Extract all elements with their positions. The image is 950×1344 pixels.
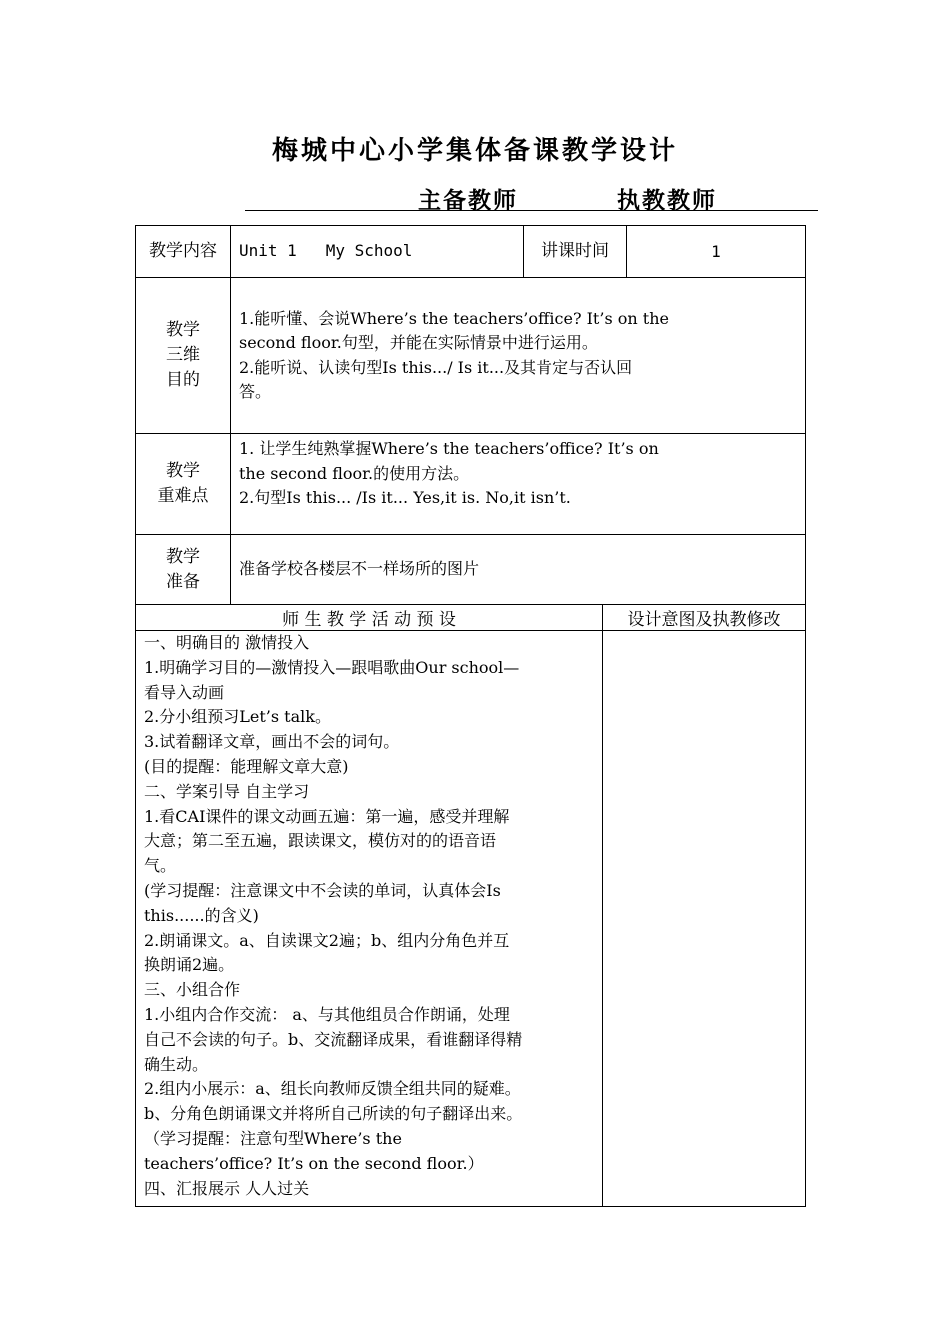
activity-line: b、分角色朗诵课文并将所自己所读的句子翻译出来。 (144, 1104, 523, 1124)
activity-line: (学习提醒：注意课文中不会读的单词，认真体会Is (144, 880, 501, 900)
activity-line: this......的含义) (144, 905, 259, 925)
activity-line: 看导入动画 (144, 682, 225, 702)
notes-header: 设计意图及执教修改 (603, 605, 806, 631)
activity-content (136, 631, 603, 1207)
difficulties-label-line: 重难点 (157, 486, 209, 506)
activity-line: 一、明确目的 激情投入 (144, 633, 310, 652)
activity-table (135, 604, 806, 1207)
time-value: 1 (627, 226, 806, 278)
preparation-label (136, 535, 231, 605)
activity-line: 3.试着翻译文章，画出不会的词句。 (144, 732, 400, 752)
objectives-label-line: 三维 (166, 345, 200, 365)
objectives-line: 答。 (239, 382, 272, 401)
activity-line: teachers’office? It’s on the second floor.） (144, 1153, 484, 1173)
difficulties-row (136, 434, 806, 535)
activity-line: 三、小组合作 (144, 980, 241, 1000)
content-value: Unit 1 My School (231, 226, 524, 278)
activity-line: 四、汇报展示 人人过关 (144, 1178, 310, 1198)
objectives-label-line: 教学 (166, 320, 200, 340)
time-label: 讲课时间 (524, 226, 627, 278)
objectives-label (136, 278, 231, 434)
activity-line: 1.明确学习目的—激情投入—跟唱歌曲Our school— (144, 657, 520, 677)
difficulties-label (136, 434, 231, 535)
difficulties-line: 1. 让学生纯熟掌握Where’s the teachers’office? It’s on (239, 439, 659, 458)
activity-line: 2.朗诵课文。a、自读课文2遍；b、组内分角色并互 (144, 930, 510, 950)
objectives-label-line: 目的 (166, 370, 200, 390)
content-row (136, 226, 806, 278)
lead-teacher-label: 主备教师 (418, 187, 518, 214)
activity-line: 自己不会读的句子。b、交流翻译成果，看谁翻译得精 (144, 1029, 523, 1049)
difficulties-content (231, 434, 806, 535)
difficulties-label-line: 教学 (166, 461, 200, 481)
activity-line: 2.分小组预习Let’s talk。 (144, 707, 331, 727)
activity-header-row (136, 605, 806, 631)
activity-line: 1.小组内合作交流： a、与其他组员合作朗诵，处理 (144, 1004, 510, 1024)
activity-line: 1.看CAI课件的课文动画五遍：第一遍，感受并理解 (144, 806, 510, 826)
activity-line: 气。 (144, 856, 177, 876)
objectives-row (136, 278, 806, 434)
activity-line: 二、学案引导 自主学习 (144, 781, 310, 801)
document-title: 梅城中心小学集体备课教学设计 (271, 136, 678, 166)
content-label: 教学内容 (136, 226, 231, 278)
activity-line: 大意；第二至五遍，跟读课文，模仿对的的语音语 (144, 831, 497, 851)
preparation-content: 准备学校各楼层不一样场所的图片 (231, 535, 806, 605)
objectives-content (231, 278, 806, 434)
activity-body-row (136, 631, 806, 1207)
preparation-label-line: 准备 (166, 571, 200, 592)
preparation-label-line: 教学 (166, 546, 200, 567)
preparation-row (136, 535, 806, 605)
objectives-line: 2.能听说、认读句型Is this.../ Is it...及其肯定与否认回 (239, 357, 633, 377)
subtitle-underline (245, 210, 818, 211)
activity-line: （学习提醒：注意句型Where’s the (144, 1128, 402, 1148)
objectives-line: 1.能听懂、会说Where’s the teachers’office? It’s on the (239, 308, 669, 328)
exec-teacher-label: 执教教师 (617, 187, 717, 214)
notes-content (603, 631, 806, 1207)
difficulties-line: 2.句型Is this... /Is it... Yes,it is. No,it isn’t. (239, 488, 571, 507)
activity-line: (目的提醒：能理解文章大意) (144, 756, 349, 776)
objectives-line: second floor.句型，并能在实际情景中进行运用。 (239, 333, 598, 352)
activity-line: 2.组内小展示：a、组长向教师反馈全组共同的疑难。 (144, 1079, 521, 1099)
activity-line: 确生动。 (144, 1054, 209, 1074)
activity-line: 换朗诵2遍。 (144, 955, 235, 975)
activity-header: 师 生 教 学 活 动 预 设 (136, 605, 603, 631)
lesson-info-table (135, 225, 806, 605)
difficulties-line: the second floor.的使用方法。 (239, 463, 470, 483)
